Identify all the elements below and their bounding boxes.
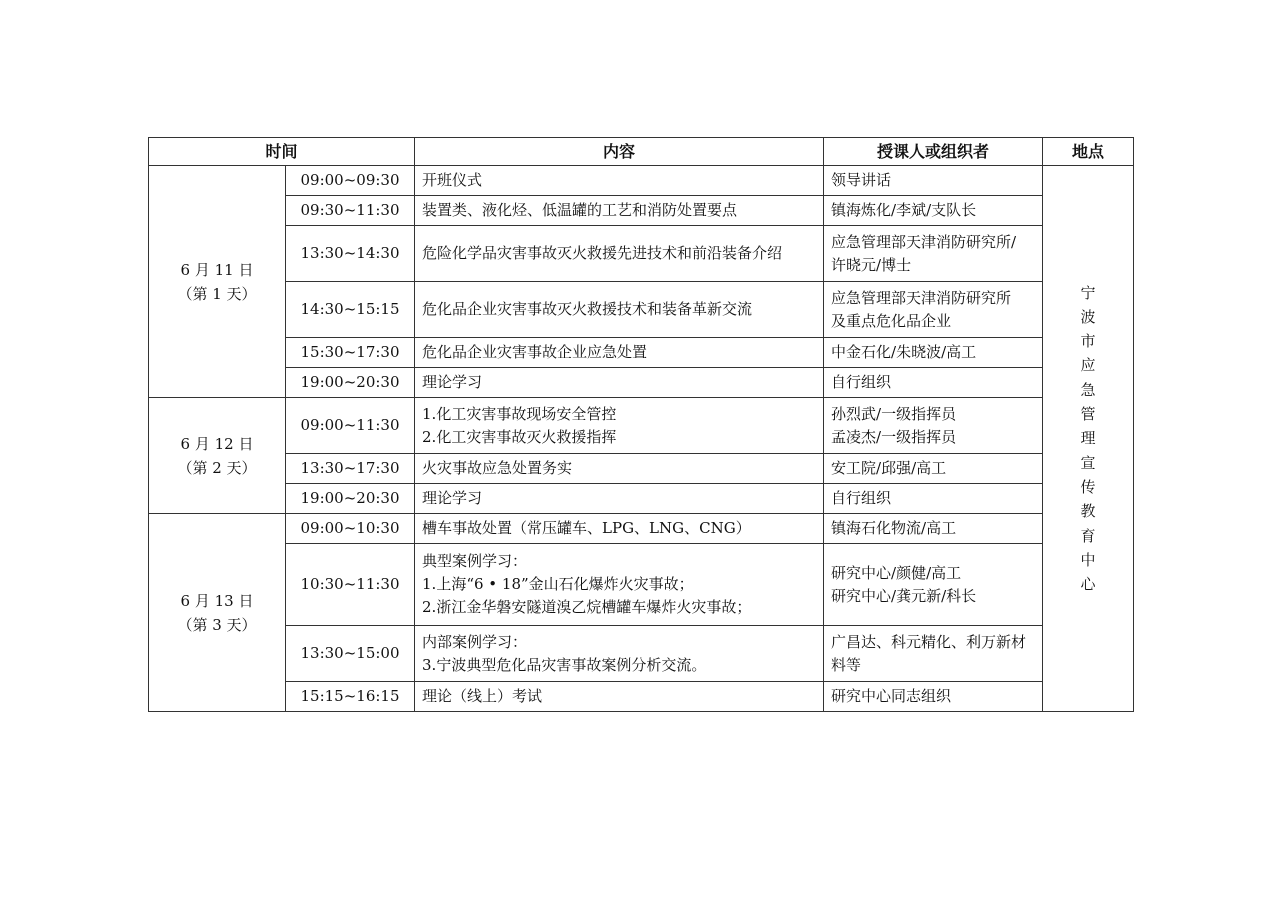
session-time: 19:00~20:30: [286, 368, 415, 398]
table-row: [149, 544, 1134, 626]
venue-char: 管: [1080, 405, 1096, 424]
session-time: 13:30~17:30: [286, 454, 415, 484]
session-time: 09:00~09:30: [286, 166, 415, 196]
session-instructor: 研究中心/颜健/高工 研究中心/龚元新/科长: [824, 544, 1043, 626]
schedule-table: [148, 137, 1134, 712]
venue-char: 理: [1080, 429, 1096, 448]
session-content: 内部案例学习： 3.宁波典型危化品灾害事故案例分析交流。: [415, 626, 824, 682]
session-content: 理论学习: [415, 368, 824, 398]
venue-char: 传: [1080, 477, 1096, 496]
table-row: [149, 682, 1134, 712]
venue-char: 宁: [1080, 283, 1096, 302]
session-instructor: 广昌达、科元精化、利万新材 料等: [824, 626, 1043, 682]
session-instructor: 应急管理部天津消防研究所 及重点危化品企业: [824, 282, 1043, 338]
session-instructor: 孙烈武/一级指挥员 孟凌杰/一级指挥员: [824, 398, 1043, 454]
session-content: 装置类、液化烃、低温罐的工艺和消防处置要点: [415, 196, 824, 226]
venue-char: 宣: [1080, 453, 1096, 472]
table-row: [149, 226, 1134, 282]
session-time: 09:30~11:30: [286, 196, 415, 226]
session-instructor: 镇海石化物流/高工: [824, 514, 1043, 544]
table-row: [149, 626, 1134, 682]
session-time: 09:00~10:30: [286, 514, 415, 544]
session-time: 10:30~11:30: [286, 544, 415, 626]
day-date: 6 月 12 日: [180, 434, 254, 453]
session-content: 典型案例学习： 1.上海“6 • 18”金山石化爆炸火灾事故； 2.浙江金华磐安隧道溴乙烷槽罐车爆炸火灾事故；: [415, 544, 824, 626]
session-instructor: 镇海炼化/李斌/支队长: [824, 196, 1043, 226]
day-cell-3: [149, 514, 286, 712]
table-row: [149, 196, 1134, 226]
venue-char: 育: [1080, 526, 1096, 545]
day-label: （第 2 天）: [177, 458, 257, 477]
day-date: 6 月 13 日: [180, 591, 254, 610]
header-time: 时间: [149, 138, 415, 166]
session-instructor: 中金石化/朱晓波/高工: [824, 338, 1043, 368]
header-content: 内容: [415, 138, 824, 166]
venue-char: 教: [1080, 502, 1096, 521]
session-time: 09:00~11:30: [286, 398, 415, 454]
venue-cell: [1043, 166, 1134, 712]
header-location: 地点: [1043, 138, 1134, 166]
day-cell-2: [149, 398, 286, 514]
table-row: [149, 338, 1134, 368]
session-content: 危险化学品灾害事故灭火救援先进技术和前沿装备介绍: [415, 226, 824, 282]
session-content: 开班仪式: [415, 166, 824, 196]
table-row: [149, 398, 1134, 454]
session-instructor: 自行组织: [824, 368, 1043, 398]
table-row: [149, 514, 1134, 544]
session-content: 危化品企业灾害事故灭火救援技术和装备革新交流: [415, 282, 824, 338]
day-cell-1: [149, 166, 286, 398]
venue-char: 市: [1080, 332, 1096, 351]
table-row: [149, 166, 1134, 196]
venue-char: 应: [1080, 356, 1096, 375]
session-content: 1.化工灾害事故现场安全管控 2.化工灾害事故灭火救援指挥: [415, 398, 824, 454]
session-content: 危化品企业灾害事故企业应急处置: [415, 338, 824, 368]
session-content: 槽车事故处置（常压罐车、LPG、LNG、CNG）: [415, 514, 824, 544]
session-content: 理论（线上）考试: [415, 682, 824, 712]
session-instructor: 安工院/邱强/高工: [824, 454, 1043, 484]
header-row: [149, 138, 1134, 166]
session-time: 13:30~14:30: [286, 226, 415, 282]
session-content: 火灾事故应急处置务实: [415, 454, 824, 484]
session-time: 15:15~16:15: [286, 682, 415, 712]
session-time: 14:30~15:15: [286, 282, 415, 338]
session-time: 15:30~17:30: [286, 338, 415, 368]
table-row: [149, 282, 1134, 338]
session-time: 13:30~15:00: [286, 626, 415, 682]
session-time: 19:00~20:30: [286, 484, 415, 514]
table-row: [149, 484, 1134, 514]
header-instructor: 授课人或组织者: [824, 138, 1043, 166]
day-label: （第 3 天）: [177, 615, 257, 634]
venue-char: 急: [1080, 380, 1096, 399]
session-content: 理论学习: [415, 484, 824, 514]
session-instructor: 领导讲话: [824, 166, 1043, 196]
venue-char: 中: [1080, 550, 1096, 569]
session-instructor: 自行组织: [824, 484, 1043, 514]
venue-char: 心: [1080, 575, 1096, 594]
session-instructor: 研究中心同志组织: [824, 682, 1043, 712]
venue-char: 波: [1080, 307, 1096, 326]
session-instructor: 应急管理部天津消防研究所/ 许晓元/博士: [824, 226, 1043, 282]
table-row: [149, 368, 1134, 398]
day-label: （第 1 天）: [177, 284, 257, 303]
table-row: [149, 454, 1134, 484]
day-date: 6 月 11 日: [180, 260, 254, 279]
